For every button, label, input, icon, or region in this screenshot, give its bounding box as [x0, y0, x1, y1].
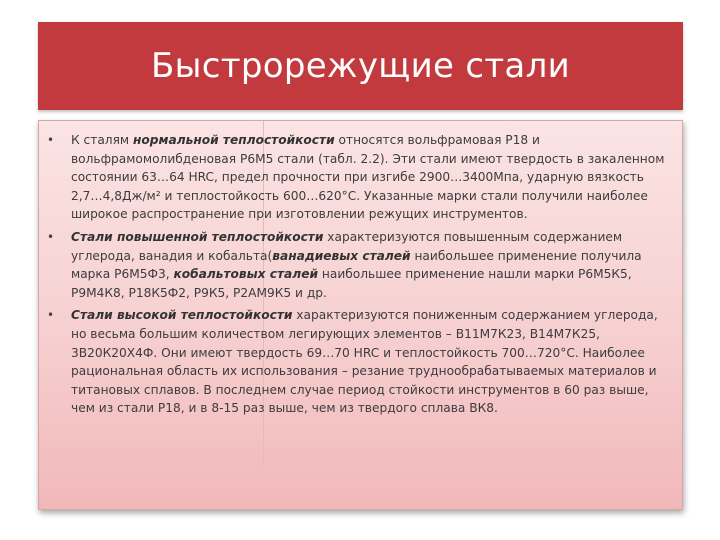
text-span: наибольшее применение получила марка Р6М5Ф3, — [71, 248, 642, 282]
emphasis-term: кобальтовых сталей — [173, 267, 319, 282]
emphasis-term: нормальной теплостойкости — [133, 133, 335, 147]
title-bar — [38, 22, 683, 110]
text-span: К сталям — [71, 133, 133, 147]
emphasis-term: ванадиевых сталей — [272, 248, 411, 263]
list-item — [47, 228, 668, 302]
list-item — [47, 131, 668, 224]
bullet-list — [47, 131, 668, 418]
text-span: характеризуются пониженным содержанием углерода, но весьма большим количеством легирующих элементов – В11М7К23, В14М7К25, 3В20К20Х4Ф. Они имеют твердость 69…70 HRC и теплостойкость 700…720°С. Наиболее рациональная область их использования – резание труднообрабатываемых материалов и титановых сплавов. В последнем случае период стойкости инструментов в 60 раз выше, чем из стали Р18, и в 8-15 раз выше, чем из твердого сплава ВК8. — [71, 308, 658, 416]
text-span: относятся вольфрамовая Р18 и вольфрамомолибденовая Р6М5 стали (табл. 2.2). Эти стали имеют твердость в закаленном состоянии 63…64 HRC, предел прочности при изгибе 2900…3400Мпа, ударную вязкость 2,7…4,8Дж/м² и теплостойкость 600…620°С. Указанные марки стали получили наиболее широкое распространение при изготовлении режущих инструментов. — [71, 133, 665, 222]
text-span: наибольшее применение нашли марки Р6М5К5, Р9М4К8, Р18К5Ф2, Р9К5, Р2АМ9К5 и др. — [71, 267, 632, 300]
item-text — [71, 133, 664, 221]
emphasis-term: Стали высокой теплостойкости — [71, 308, 293, 323]
item-text — [71, 308, 658, 415]
bullet-icon: • — [47, 308, 55, 323]
slide-title: Быстрорежущие стали — [150, 46, 570, 86]
bullet-icon: • — [47, 229, 55, 244]
text-span: характеризуются повышенным содержанием углерода, ванадия и кобальта( — [71, 229, 623, 263]
item-text — [71, 230, 642, 300]
list-item — [47, 306, 668, 418]
content-box — [38, 120, 683, 510]
bullet-icon: • — [47, 133, 55, 147]
emphasis-term: Стали повышенной теплостойкости — [71, 229, 324, 244]
